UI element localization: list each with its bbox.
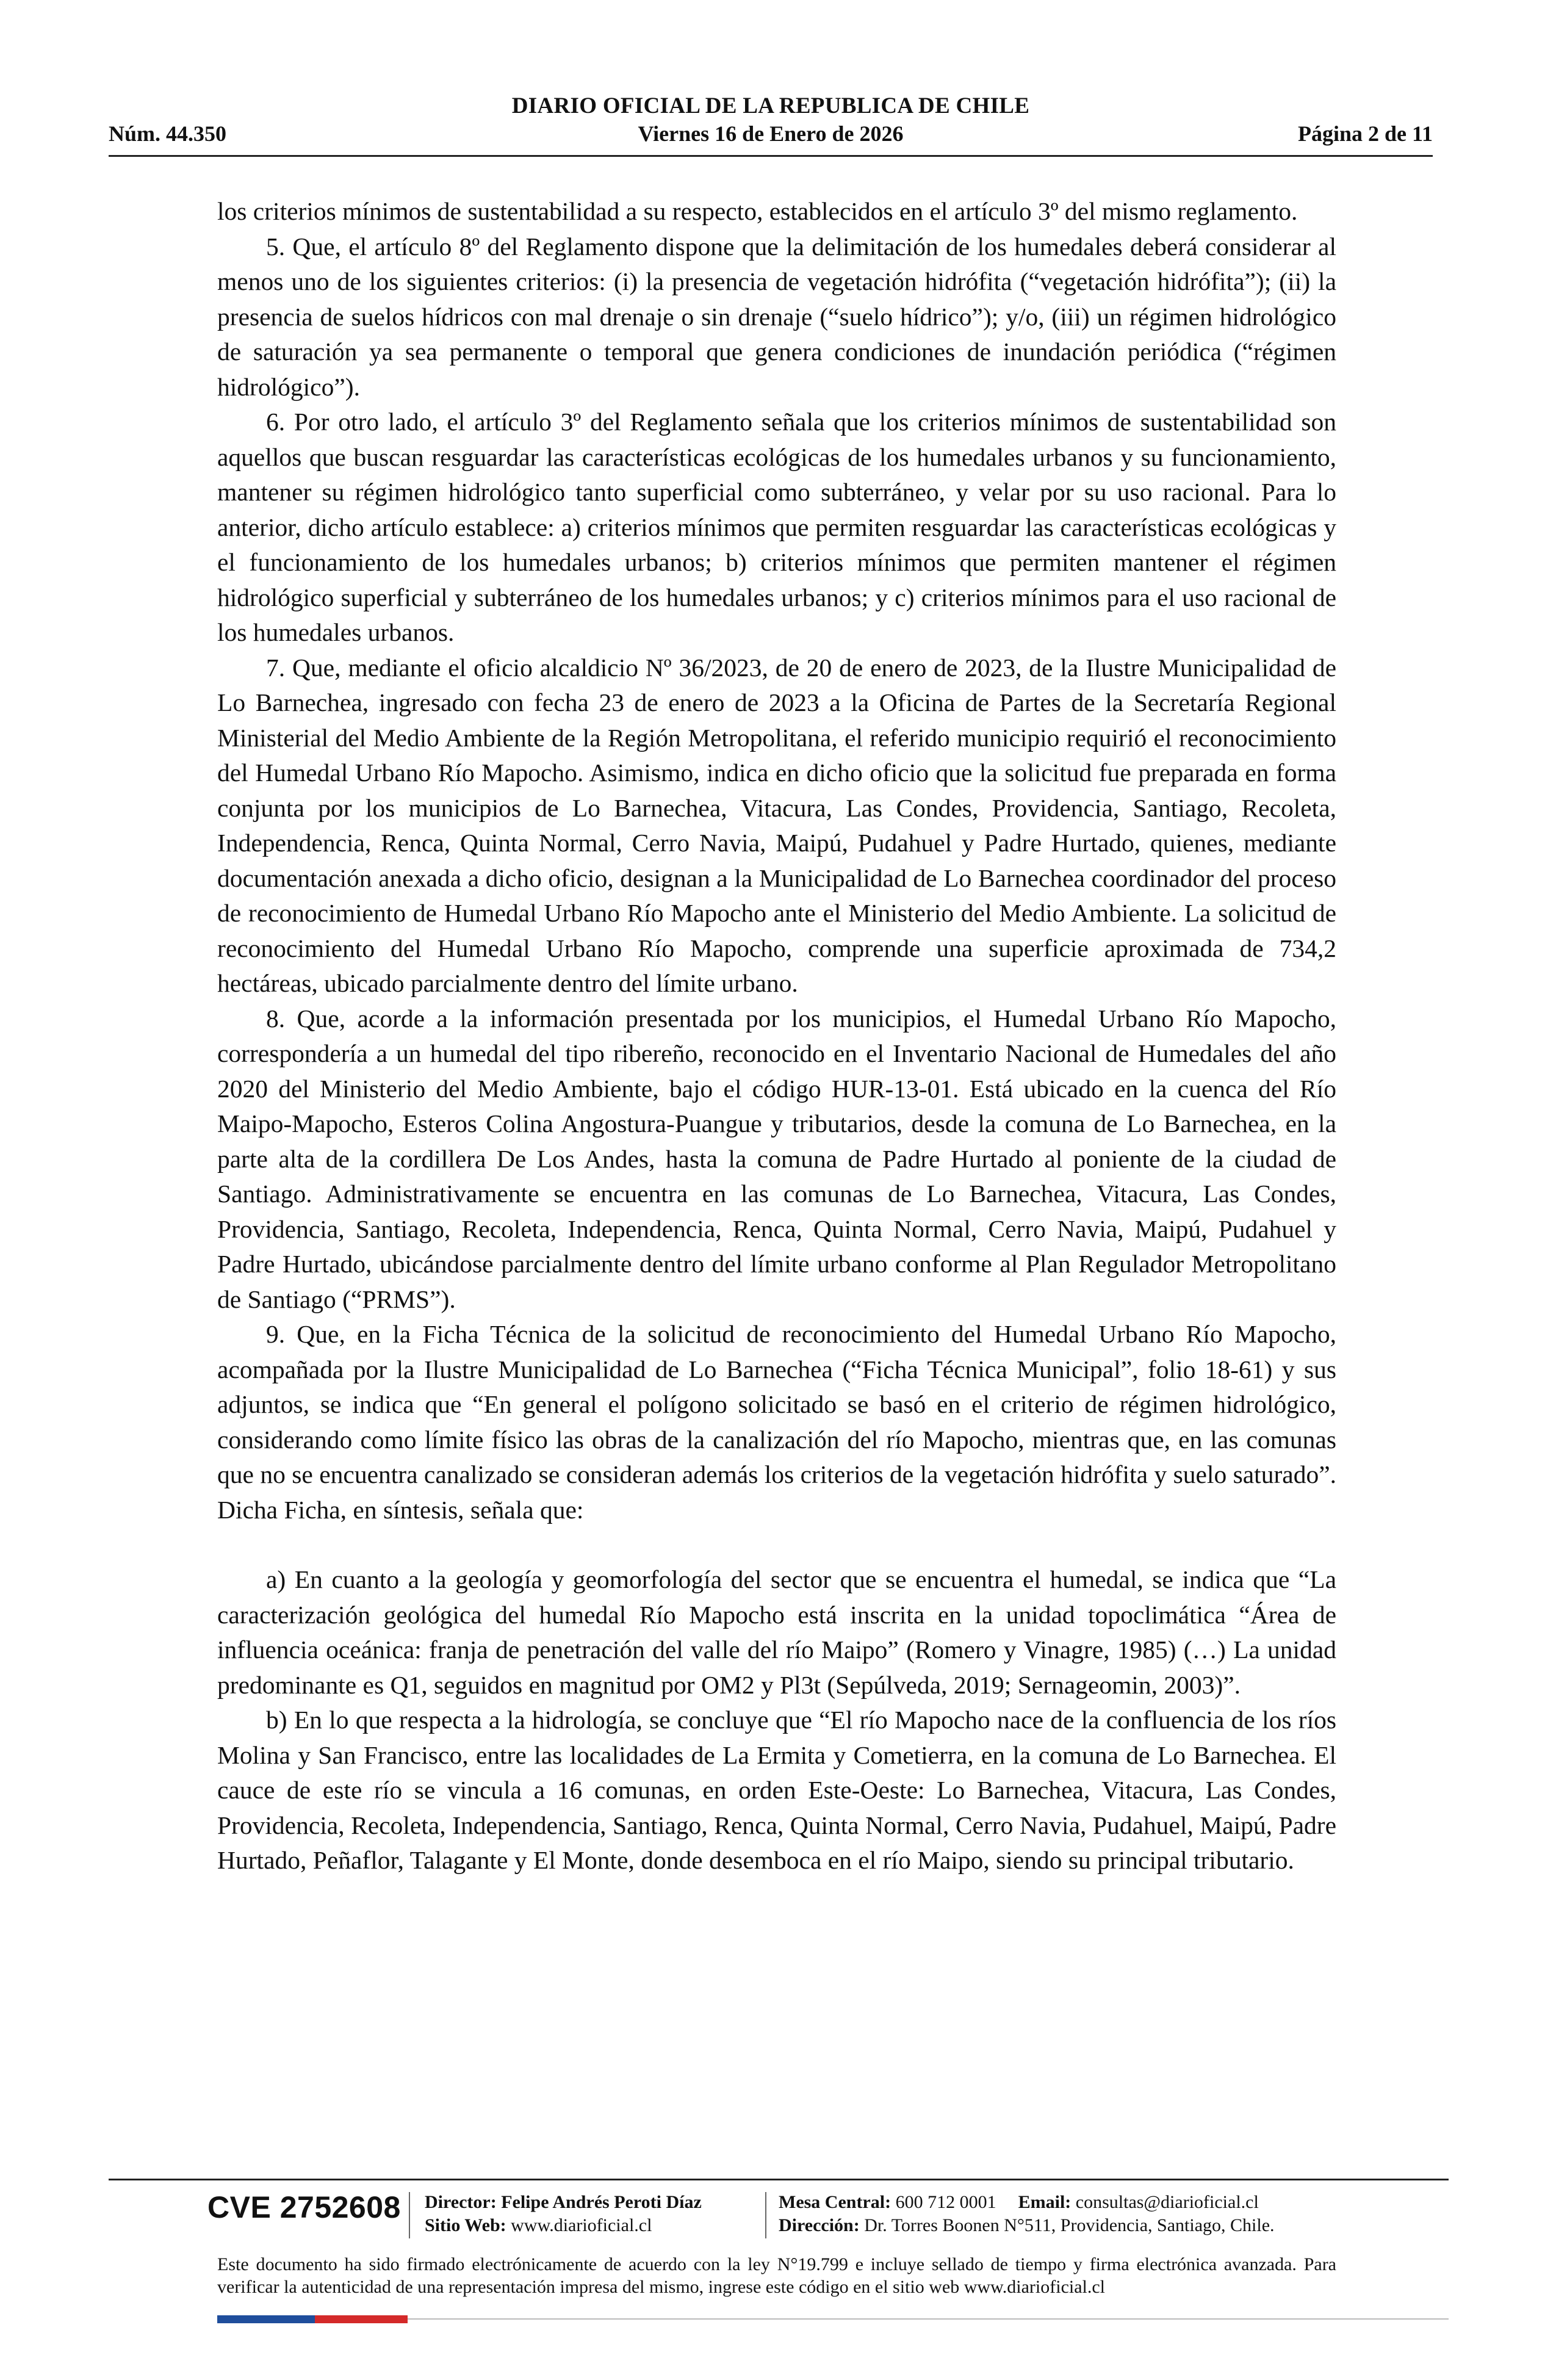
site-url[interactable]: www.diarioficial.cl	[511, 2215, 652, 2235]
document-body	[217, 194, 1336, 1878]
flag-blue	[217, 2315, 315, 2323]
paragraph-9a: a) En cuanto a la geología y geomorfología del sector que se encuentra el humedal, se indica que “La caracterización geológica del humedal Río Mapocho está inscrita en la unidad topoclimática “Área de influencia oceánica: franja de penetración del valle del río Maipo” (Romero y Vinagre, 1985) (…) La unidad predominante es Q1, seguidos en magnitud por OM2 y Pl3t (Sepúlveda, 2019; Sernageomin, 2003)”.	[217, 1565, 1336, 1699]
header-divider	[109, 155, 1433, 157]
page-number: Página 2 de 11	[1297, 121, 1433, 146]
legal-notice: Este documento ha sido firmado electrónicamente de acuerdo con la ley N°19.799 e incluye sellado de tiempo y firma electrónica avanzada. Para verificar la autenticidad de una representación impresa del mismo, ingrese este código en el sitio web www.diarioficial.cl	[217, 2254, 1336, 2297]
footer-separator	[409, 2192, 410, 2238]
paragraph-continuation: los criterios mínimos de sustentabilidad a su respecto, establecidos en el artículo 3º del mismo reglamento.	[217, 197, 1298, 225]
email-address[interactable]: consultas@diarioficial.cl	[1075, 2192, 1259, 2212]
address-value: Dr. Torres Boonen N°511, Providencia, Santiago, Chile.	[864, 2215, 1275, 2235]
address-label: Dirección:	[779, 2215, 860, 2235]
paragraph-8: 8. Que, acorde a la información presentada por los municipios, el Humedal Urbano Río Mapocho, correspondería a un humedal del tipo ribereño, reconocido en el Inventario Nacional de Humedales del año 2020 del Ministerio del Medio Ambiente, bajo el código HUR-13-01. Está ubicado en la cuenca del Río Maipo-Mapocho, Esteros Colina Angostura-Puangue y tributarios, desde la comuna de Lo Barnechea, en la parte alta de la cordillera De Los Andes, hasta la comuna de Padre Hurtado al poniente de la ciudad de Santiago. Administrativamente se encuentra en las comunas de Lo Barnechea, Vitacura, Las Condes, Providencia, Santiago, Recoleta, Independencia, Renca, Quinta Normal, Cerro Navia, Maipú, Pudahuel y Padre Hurtado, ubicándose parcialmente dentro del límite urbano conforme al Plan Regulador Metropolitano de Santiago (“PRMS”).	[217, 1004, 1336, 1313]
director-label: Director:	[425, 2192, 497, 2212]
page-header	[109, 93, 1433, 157]
paragraph-7: 7. Que, mediante el oficio alcaldicio Nº 36/2023, de 20 de enero de 2023, de la Ilustre Municipalidad de Lo Barnechea, ingresado con fecha 23 de enero de 2023 a la Oficina de Partes de la Secretaría Regional Ministerial del Medio Ambiente de la Región Metropolitana, el referido municipio requirió el reconocimiento del Humedal Urbano Río Mapocho. Asimismo, indica en dicho oficio que la solicitud fue preparada en forma conjunta por los municipios de Lo Barnechea, Vitacura, Las Condes, Providencia, Santiago, Recoleta, Independencia, Renca, Quinta Normal, Cerro Navia, Maipú, Pudahuel y Padre Hurtado, quienes, mediante documentación anexada a dicho oficio, designan a la Municipalidad de Lo Barnechea coordinador del proceso de reconocimiento de Humedal Urbano Río Mapocho ante el Ministerio del Medio Ambiente. La solicitud de reconocimiento del Humedal Urbano Río Mapocho, comprende una superficie aproximada de 734,2 hectáreas, ubicado parcialmente dentro del límite urbano.	[217, 653, 1336, 997]
mesa-label: Mesa Central:	[779, 2192, 891, 2212]
footer-contact-block	[779, 2191, 1275, 2237]
flag-red	[315, 2315, 408, 2323]
paragraph-spacer	[217, 1527, 1336, 1562]
email-label: Email:	[1018, 2192, 1072, 2212]
publication-title: DIARIO OFICIAL DE LA REPUBLICA DE CHILE	[511, 93, 1030, 118]
footer-bottom-line	[408, 2318, 1449, 2320]
paragraph-6: 6. Por otro lado, el artículo 3º del Reglamento señala que los criterios mínimos de sustentabilidad son aquellos que buscan resguardar las características ecológicas de los humedales urbanos y su funcionamiento, mantener su régimen hidrológico tanto superficial como subterráneo, y velar por su uso racional. Para lo anterior, dicho artículo establece: a) criterios mínimos que permiten resguardar las características ecológicas y el funcionamiento de los humedales urbanos; b) criterios mínimos que permiten mantener el régimen hidrológico superficial y subterráneo de los humedales urbanos; y c) criterios mínimos para el uso racional de los humedales urbanos.	[217, 408, 1336, 646]
footer-separator	[765, 2192, 766, 2238]
paragraph-5: 5. Que, el artículo 8º del Reglamento dispone que la delimitación de los humedales deberá considerar al menos uno de los siguientes criterios: (i) la presencia de vegetación hidrófita (“vegetación hidrófita”); (ii) la presencia de suelos hídricos con mal drenaje o sin drenaje (“suelo hídrico”); y/o, (iii) un régimen hidrológico de saturación ya sea permanente o temporal que genera condiciones de inundación periódica (“régimen hidrológico”).	[217, 232, 1336, 401]
flag-stripe	[217, 2315, 408, 2323]
footer-divider	[109, 2179, 1449, 2180]
footer-director-block	[425, 2191, 702, 2237]
site-label: Sitio Web:	[425, 2215, 506, 2235]
mesa-phone: 600 712 0001	[895, 2192, 996, 2212]
paragraph-9: 9. Que, en la Ficha Técnica de la solicitud de reconocimiento del Humedal Urbano Río Mapocho, acompañada por la Ilustre Municipalidad de Lo Barnechea (“Ficha Técnica Municipal”, folio 18-61) y sus adjuntos, se indica que “En general el polígono solicitado se basó en el criterio de régimen hidrológico, considerando como límite físico las obras de la canalización del río Mapocho, mientras que, en las comunas que no se encuentra canalizado se consideran además los criterios de la vegetación hidrófita y suelo saturado”. Dicha Ficha, en síntesis, señala que:	[217, 1320, 1336, 1524]
director-name: Felipe Andrés Peroti Díaz	[501, 2192, 702, 2212]
paragraph-9b: b) En lo que respecta a la hidrología, se concluye que “El río Mapocho nace de la confluencia de los ríos Molina y San Francisco, entre las localidades de La Ermita y Cometierra, en la comuna de Lo Barnechea. El cauce de este río se vincula a 16 comunas, en orden Este-Oeste: Lo Barnechea, Vitacura, Las Condes, Providencia, Recoleta, Independencia, Santiago, Renca, Quinta Normal, Cerro Navia, Pudahuel, Maipú, Padre Hurtado, Peñaflor, Talagante y El Monte, donde desemboca en el río Maipo, siendo su principal tributario.	[217, 1706, 1336, 1874]
issue-date: Viernes 16 de Enero de 2026	[638, 121, 904, 146]
issue-number: Núm. 44.350	[109, 121, 227, 146]
cve-code: CVE 2752608	[207, 2190, 401, 2224]
